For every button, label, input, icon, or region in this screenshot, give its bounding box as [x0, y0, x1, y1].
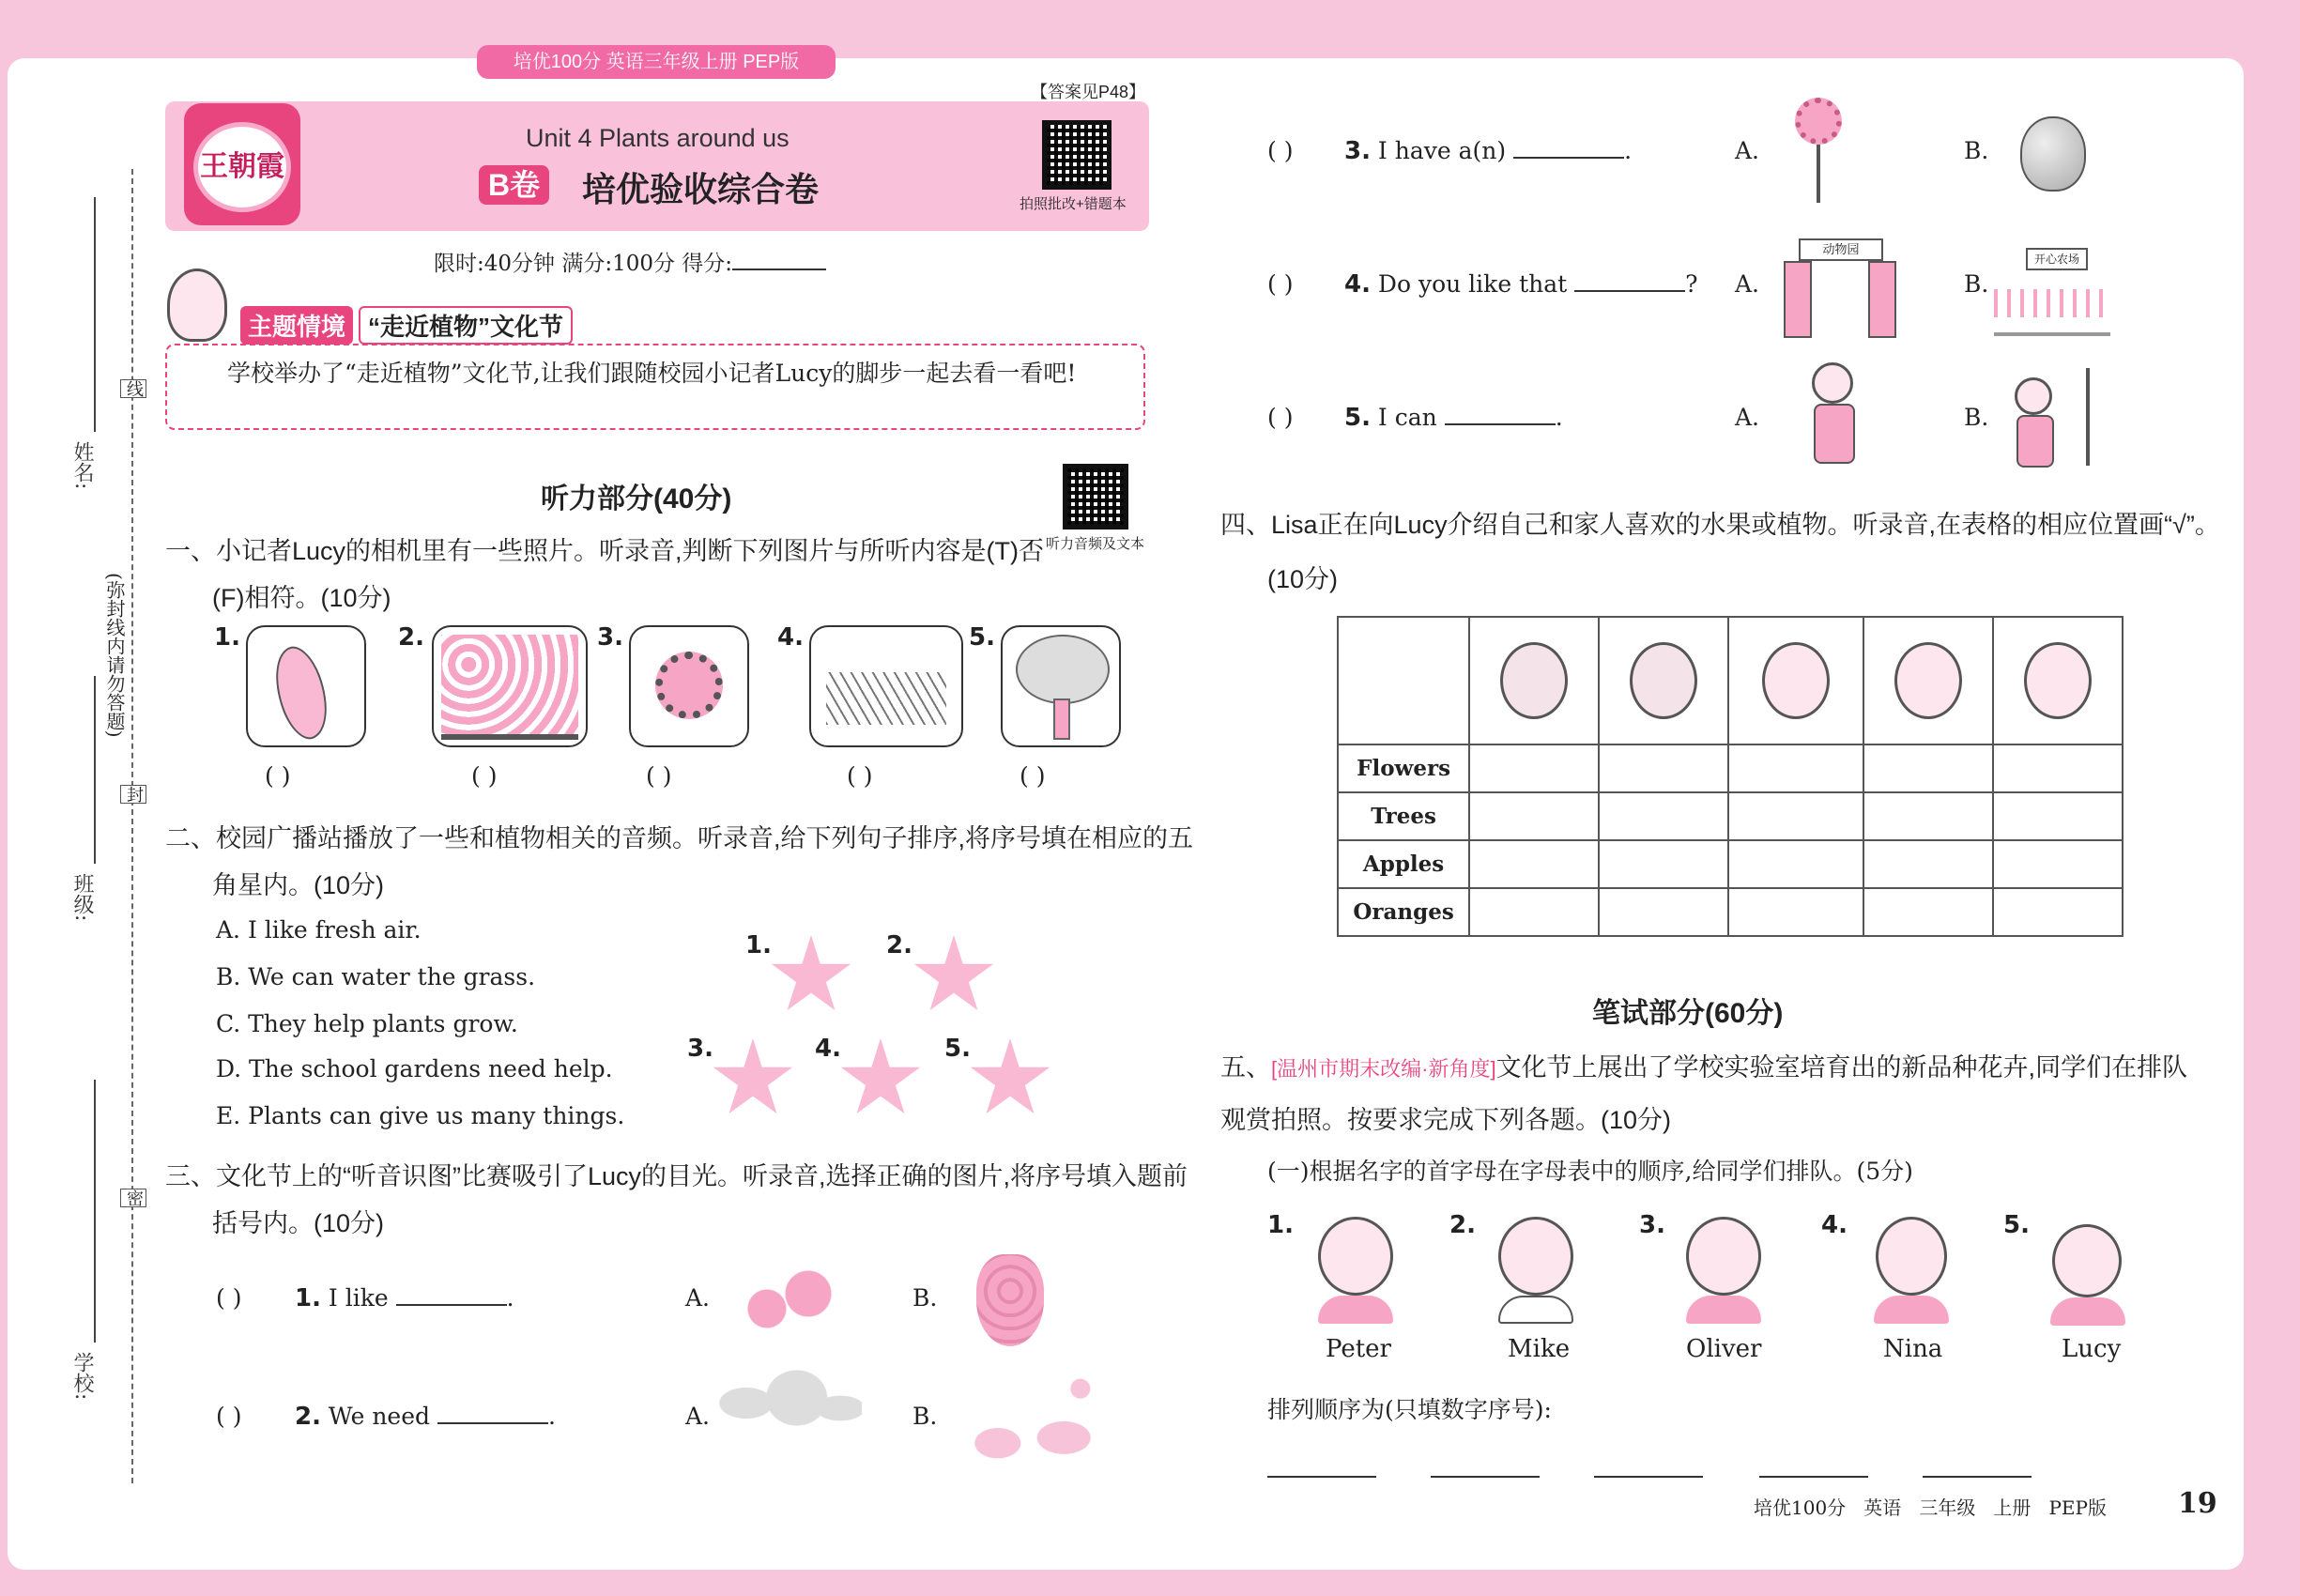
- kid-name-lucy: Lucy: [2062, 1335, 2122, 1363]
- paper-badge: B卷: [479, 165, 549, 205]
- q2-prompt: 二、校园广播站播放了一些和植物相关的音频。听录音,给下列句子排序,将序号填在相应的五角星内。(10分): [165, 824, 1194, 899]
- q2-sentence-c: C. They help plants grow.: [216, 1010, 518, 1037]
- boy-watering-body: [1814, 404, 1855, 464]
- side-seal-mark: 封: [120, 785, 146, 804]
- q5-prompt-block: [1220, 1042, 2206, 1145]
- order-blank-2[interactable]: [1431, 1476, 1540, 1478]
- q2-sentence-d: D. The school gardens need help.: [216, 1055, 613, 1082]
- q1-paren-1[interactable]: ( ): [265, 762, 291, 790]
- nina-shirt: [1874, 1296, 1949, 1324]
- table-cell[interactable]: [1599, 888, 1728, 936]
- boy-watering-icon[interactable]: [1804, 362, 1879, 471]
- order-blank-1[interactable]: [1267, 1476, 1376, 1478]
- mike-avatar: [1498, 1217, 1573, 1296]
- q3-num-1: 1.: [295, 1284, 321, 1312]
- side-school-label: 学校:: [70, 1352, 94, 1401]
- row-label-apples: Apples: [1338, 840, 1469, 888]
- q3-prompt: 三、文化节上的“听音识图”比赛吸引了Lucy的目光。听录音,选择正确的图片,将序号填入题前括号内。(10分): [165, 1162, 1188, 1237]
- q3-tail-4: ?: [1685, 270, 1698, 298]
- farm-gate-icon[interactable]: [1994, 242, 2110, 336]
- preference-table: [1337, 616, 2124, 937]
- q1-num-5: 5.: [969, 623, 995, 652]
- header-qr-code: [1042, 120, 1112, 190]
- q2-star-num-5: 5.: [944, 1035, 971, 1063]
- table-cell[interactable]: [1469, 888, 1599, 936]
- q1-num-3: 3.: [597, 623, 623, 652]
- q3-tail-3: .: [1624, 137, 1633, 164]
- q3-option-a-label-2: A.: [685, 1403, 711, 1430]
- listening-qr-caption: 听力音频及文本: [1046, 536, 1145, 552]
- table-cell[interactable]: [1863, 840, 1993, 888]
- q3-option-a-label-1: A.: [685, 1284, 711, 1312]
- brand-logo-text: 王朝霞: [193, 122, 291, 212]
- q3-text-2: We need: [328, 1403, 431, 1430]
- q2-sentence-e: E. Plants can give us many things.: [216, 1102, 625, 1129]
- footer-series: 培优100分 英语 三年级 上册 PEP版: [1754, 1496, 2107, 1519]
- kid-num-4: 4.: [1821, 1211, 1848, 1239]
- q3-option-b-label-2: B.: [912, 1403, 938, 1430]
- table-cell[interactable]: [1599, 792, 1728, 840]
- q2-sentence-a: A. I like fresh air.: [216, 916, 422, 944]
- q2-star-num-2: 2.: [886, 931, 912, 959]
- tree-icon: [1016, 635, 1110, 704]
- side-name-blank: [94, 197, 96, 432]
- q3-paren-1[interactable]: ( ): [216, 1284, 242, 1312]
- q2-sentence-b: B. We can water the grass.: [216, 963, 536, 990]
- q3-paren-3[interactable]: ( ): [1267, 137, 1294, 164]
- q3-blank-4[interactable]: [1574, 290, 1685, 292]
- order-blank-5[interactable]: [1923, 1476, 2032, 1478]
- side-school-blank: [94, 1080, 96, 1343]
- zoo-gate-sign: 动物园: [1799, 238, 1883, 261]
- lucy-avatar: [2052, 1224, 2122, 1297]
- father-icon: [1762, 642, 1830, 719]
- row-label-flowers: Flowers: [1338, 744, 1469, 792]
- q3-paren-4[interactable]: ( ): [1267, 270, 1294, 298]
- order-label: 排列顺序为(只填数字序号):: [1267, 1396, 1552, 1423]
- q3-option-b-label-4: B.: [1964, 270, 1989, 298]
- animals-icon[interactable]: [948, 1367, 1113, 1476]
- flower-stem: [1817, 145, 1820, 203]
- lucy-shirt: [2050, 1297, 2125, 1326]
- table-cell[interactable]: [1469, 792, 1599, 840]
- q1-prompt: 一、小记者Lucy的相机里有一些照片。听录音,判断下列图片与所听内容是(T)否(F)相符。(10分): [165, 537, 1045, 612]
- garden-icon: [441, 635, 578, 740]
- flower-icon[interactable]: [1795, 98, 1842, 145]
- trees-icon[interactable]: [717, 1367, 862, 1470]
- q3-blank-2[interactable]: [437, 1422, 548, 1424]
- table-cell[interactable]: [1863, 888, 1993, 936]
- q3-text-3: I have a(n): [1377, 137, 1507, 164]
- q3-option-b-label-1: B.: [912, 1284, 938, 1312]
- grass-icon: [826, 672, 946, 725]
- col-grandma: [1599, 617, 1728, 744]
- answer-ref: 【答案见P48】: [1031, 83, 1146, 101]
- tree-trunk: [1053, 698, 1070, 740]
- table-cell[interactable]: [1599, 840, 1728, 888]
- side-class-blank: [94, 676, 96, 864]
- oliver-shirt: [1686, 1296, 1761, 1324]
- boy-planting-icon[interactable]: [2000, 362, 2112, 471]
- q5-sub-prompt: (一)根据名字的首字母在字母表中的顺序,给同学们排队。(5分): [1267, 1158, 1913, 1185]
- sun-icon: [655, 652, 723, 719]
- q3-blank-1[interactable]: [396, 1304, 507, 1306]
- table-cell[interactable]: [1728, 792, 1863, 840]
- col-girl: [1993, 617, 2123, 744]
- table-cell[interactable]: [1863, 744, 1993, 792]
- q3-num-2: 2.: [295, 1403, 321, 1431]
- q3-option-a-label-4: A.: [1735, 270, 1760, 298]
- order-blank-3[interactable]: [1594, 1476, 1703, 1478]
- q3-tail-5: .: [1555, 404, 1563, 431]
- kid-name-mike: Mike: [1508, 1335, 1571, 1363]
- q3-blank-3[interactable]: [1513, 157, 1624, 159]
- q3-option-b-label-3: B.: [1964, 137, 1989, 164]
- q1-paren-4[interactable]: ( ): [847, 762, 873, 790]
- boy-watering-head: [1812, 362, 1853, 404]
- grapes-icon[interactable]: [976, 1254, 1044, 1346]
- apple-icon[interactable]: [2020, 116, 2086, 192]
- zoo-gate-icon[interactable]: [1780, 238, 1898, 334]
- q3-text-1: I like: [328, 1284, 389, 1312]
- q3-text-5: I can: [1377, 404, 1437, 431]
- zoo-gate-left-pillar: [1784, 261, 1812, 338]
- girl-icon: [2024, 642, 2092, 719]
- q3-blank-5[interactable]: [1445, 423, 1556, 425]
- q3-paren-2[interactable]: ( ): [216, 1403, 242, 1430]
- farm-fence: [1994, 289, 2110, 317]
- order-blank-4[interactable]: [1759, 1476, 1868, 1478]
- kid-num-5: 5.: [2003, 1211, 2030, 1239]
- binding-line: [131, 169, 133, 1483]
- theme-text: 学校举办了“走近植物”文化节,让我们跟随校园小记者Lucy的脚步一起去看一看吧!: [165, 344, 1145, 430]
- q1-num-4: 4.: [777, 623, 804, 652]
- mike-shirt: [1498, 1296, 1573, 1324]
- table-cell[interactable]: [1993, 888, 2123, 936]
- unit-title: Unit 4 Plants around us: [526, 124, 790, 152]
- table-cell[interactable]: [1599, 744, 1728, 792]
- side-name-label: 姓名:: [70, 441, 94, 490]
- table-cell[interactable]: [1728, 744, 1863, 792]
- table-cell[interactable]: [1469, 840, 1599, 888]
- q3-tail-2: .: [547, 1403, 556, 1430]
- kid-num-2: 2.: [1449, 1211, 1476, 1239]
- table-cell[interactable]: [1469, 744, 1599, 792]
- kid-name-oliver: Oliver: [1686, 1335, 1762, 1363]
- table-cell[interactable]: [1863, 792, 1993, 840]
- farm-gate-sign: 开心农场: [2026, 248, 2088, 270]
- q1-num-2: 2.: [398, 623, 424, 652]
- mascot-girl-icon: [167, 269, 227, 342]
- header-qr-caption: 拍照批改+错题本: [1020, 196, 1127, 212]
- exam-meta-text: 限时:40分钟 满分:100分 得分:: [434, 252, 733, 276]
- listening-title: 听力部分(40分): [541, 483, 732, 514]
- table-cell[interactable]: [1728, 888, 1863, 936]
- col-grandpa: [1469, 617, 1599, 744]
- q3-item-1: [295, 1284, 514, 1312]
- side-dense-mark: 密: [120, 1189, 146, 1207]
- grandma-icon: [1630, 642, 1697, 719]
- q3-option-a-label-3: A.: [1735, 137, 1760, 164]
- row-label-trees: Trees: [1338, 792, 1469, 840]
- q5-prompt-head: 五、: [1220, 1053, 1271, 1082]
- table-cell[interactable]: [1728, 840, 1863, 888]
- table-cell[interactable]: [1993, 840, 2123, 888]
- sapling: [2086, 368, 2090, 466]
- peter-shirt: [1318, 1296, 1393, 1324]
- q1-paren-3[interactable]: ( ): [646, 762, 672, 790]
- q1-paren-2[interactable]: ( ): [471, 762, 498, 790]
- q3-tail-1: .: [506, 1284, 514, 1312]
- q3-item-2: [295, 1403, 556, 1431]
- zoo-gate-right-pillar: [1868, 261, 1896, 338]
- exam-meta: [434, 246, 826, 277]
- table-cell[interactable]: [1993, 792, 2123, 840]
- q3-num-3: 3.: [1344, 137, 1371, 165]
- q2-star-num-4: 4.: [815, 1035, 841, 1063]
- grandpa-icon: [1500, 642, 1568, 719]
- mother-icon: [1894, 642, 1962, 719]
- theme-label: 主题情境: [240, 306, 353, 345]
- q3-item-5: [1344, 404, 1563, 432]
- nina-avatar: [1876, 1217, 1947, 1296]
- q2-star-num-3: 3.: [687, 1035, 713, 1063]
- oliver-avatar: [1686, 1217, 1761, 1296]
- col-mother: [1863, 617, 1993, 744]
- q3-option-b-label-5: B.: [1964, 404, 1989, 431]
- score-blank[interactable]: [732, 269, 826, 270]
- q3-num-5: 5.: [1344, 404, 1371, 432]
- side-class-label: 班级:: [70, 873, 94, 922]
- col-father: [1728, 617, 1863, 744]
- theme-name: “走近植物”文化节: [359, 306, 573, 345]
- boy-planting-body: [2016, 415, 2054, 468]
- strawberries-icon[interactable]: [736, 1264, 839, 1339]
- writing-title: 笔试部分(60分): [1592, 998, 1784, 1029]
- row-label-oranges: Oranges: [1338, 888, 1469, 936]
- kid-name-nina: Nina: [1883, 1335, 1943, 1363]
- side-note: (弥封线内请勿答题): [103, 573, 126, 738]
- q4-prompt: 四、Lisa正在向Lucy介绍自己和家人喜欢的水果或植物。听录音,在表格的相应位置画“√”。(10分): [1220, 511, 2220, 593]
- side-line-mark: 线: [120, 379, 146, 398]
- peter-avatar: [1318, 1217, 1393, 1296]
- table-corner: [1338, 617, 1469, 744]
- paper-title: 培优验收综合卷: [582, 170, 820, 208]
- q3-item-3: [1344, 137, 1632, 165]
- q3-text-4: Do you like that: [1377, 270, 1568, 298]
- q3-paren-5[interactable]: ( ): [1267, 404, 1294, 431]
- q5-prompt: 文化节上展出了学校实验室培育出的新品种花卉,同学们在排队观赏拍照。按要求完成下列各题。(10分): [1220, 1053, 2188, 1134]
- page-number: 19: [2178, 1487, 2217, 1520]
- q1-paren-5[interactable]: ( ): [1020, 762, 1046, 790]
- q1-num-1: 1.: [214, 623, 240, 652]
- q5-source-tag: [温州市期末改编·新角度]: [1271, 1057, 1496, 1081]
- series-tab: 培优100分 英语三年级上册 PEP版: [477, 45, 836, 79]
- table-cell[interactable]: [1993, 744, 2123, 792]
- listening-qr-code: [1063, 464, 1128, 529]
- q2-star-num-1: 1.: [745, 931, 772, 959]
- q3-num-4: 4.: [1344, 270, 1371, 299]
- q3-option-a-label-5: A.: [1735, 404, 1760, 431]
- kid-num-1: 1.: [1267, 1211, 1294, 1239]
- q3-item-4: [1344, 270, 1698, 299]
- boy-planting-head: [2015, 377, 2052, 415]
- kid-name-peter: Peter: [1326, 1335, 1391, 1363]
- kid-num-3: 3.: [1639, 1211, 1665, 1239]
